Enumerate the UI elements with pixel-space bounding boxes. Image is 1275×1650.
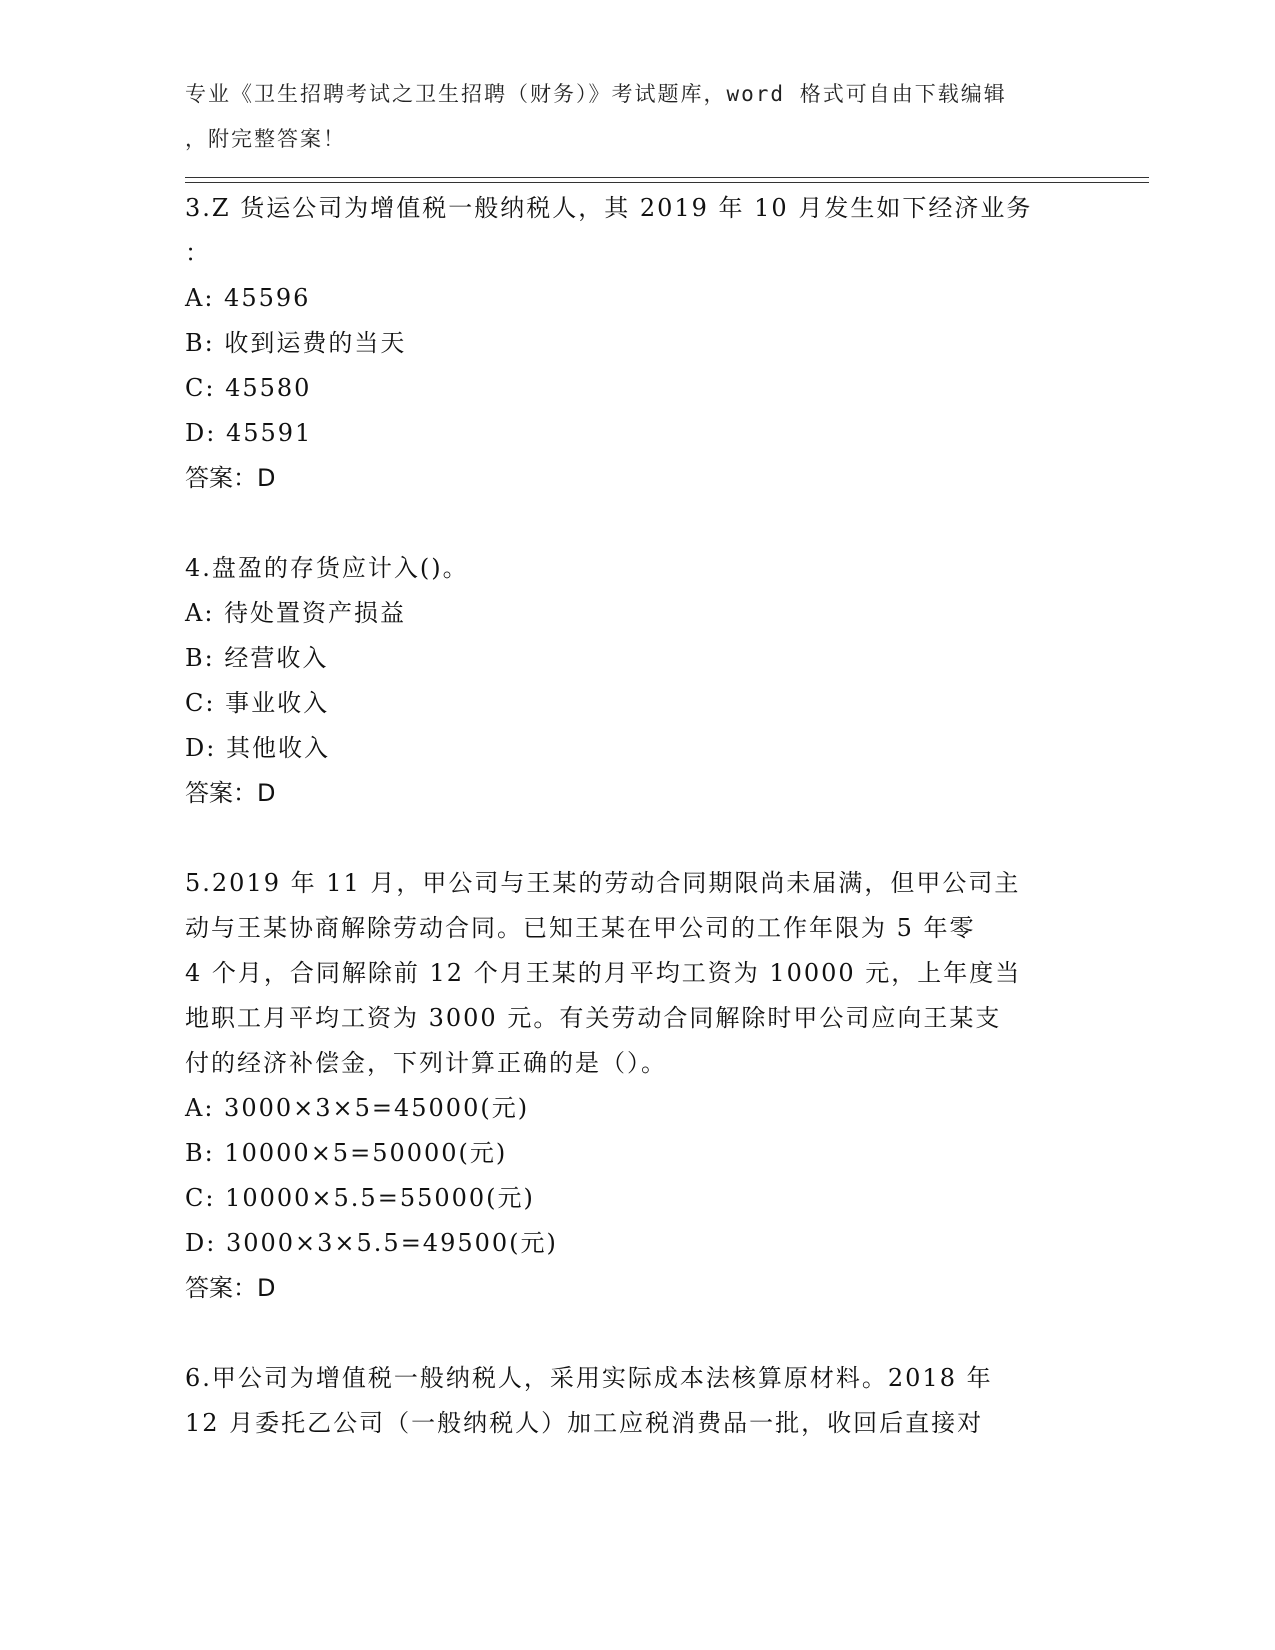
question-stem-line: 4 个月，合同解除前 12 个月王某的月平均工资为 10000 元，上年度当 [185,959,1022,987]
question-stem-line: 3.Z 货运公司为增值税一般纳税人，其 2019 年 10 月发生如下经济业务 [185,194,1033,222]
answer-key: 答案：D [185,779,276,807]
question-block [185,186,1125,501]
header-divider-bottom [185,182,1149,183]
question-stem-line: ： [185,239,211,267]
question-stem-line: 地职工月平均工资为 3000 元。有关劳动合同解除时甲公司应向王某支 [185,1004,1002,1032]
question-stem-line: 4.盘盈的存货应计入()。 [185,554,469,582]
answer-key: 答案：D [185,464,276,492]
answer-option: C: 事业收入 [185,689,330,717]
answer-option: A: 45596 [185,284,311,312]
question-block [185,1356,1125,1446]
question-stem-line: 6.甲公司为增值税一般纳税人，采用实际成本法核算原材料。2018 年 [185,1364,993,1392]
question-block [185,861,1125,1311]
header-divider-top [185,177,1149,178]
question-stem-line: 付的经济补偿金，下列计算正确的是（）。 [185,1049,667,1077]
answer-option: C: 45580 [185,374,312,402]
answer-option: B: 收到运费的当天 [185,329,407,357]
question-list [185,186,1125,1491]
question-stem-line: 5.2019 年 11 月，甲公司与王某的劳动合同期限尚未届满，但甲公司主 [185,869,1021,897]
answer-option: C: 10000×5.5=55000(元) [185,1184,535,1212]
answer-key: 答案：D [185,1274,276,1302]
answer-option: D: 其他收入 [185,734,330,762]
header-line-1: 专业《卫生招聘考试之卫生招聘（财务）》考试题库，word 格式可自由下载编辑 [185,82,1007,106]
header-line-2: ，附完整答案！ [185,127,346,151]
question-stem-line: 动与王某协商解除劳动合同。已知王某在甲公司的工作年限为 5 年零 [185,914,976,942]
answer-option: A: 待处置资产损益 [185,599,407,627]
answer-option: D: 3000×3×5.5=49500(元) [185,1229,558,1257]
question-stem-line: 12 月委托乙公司（一般纳税人）加工应税消费品一批，收回后直接对 [185,1409,984,1437]
document-header [185,72,1065,162]
answer-option: D: 45591 [185,419,313,447]
answer-option: B: 经营收入 [185,644,329,672]
question-block [185,546,1125,816]
answer-option: B: 10000×5=50000(元) [185,1139,508,1167]
answer-option: A: 3000×3×5=45000(元) [185,1094,530,1122]
